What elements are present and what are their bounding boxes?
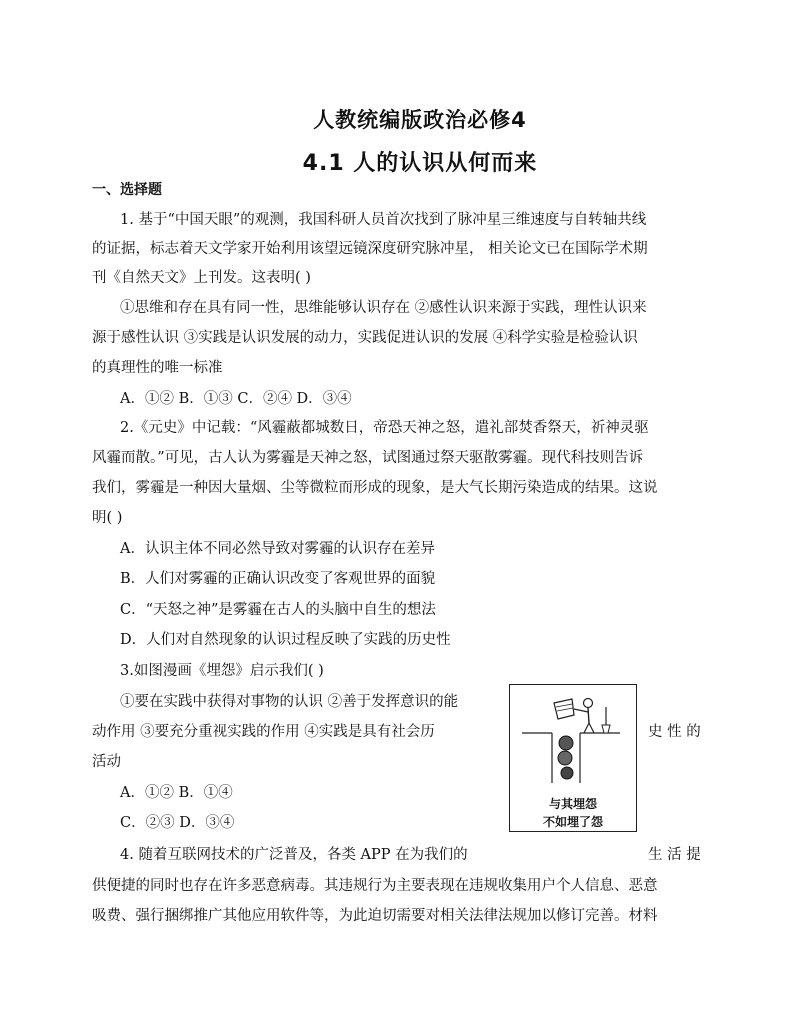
q3-statements-line-1: ①要在实践中获得对事物的认识 ②善于发挥意识的能 bbox=[120, 694, 459, 710]
lesson-title: 4.1 人的认识从何而来 bbox=[302, 151, 538, 176]
q1-statements-line-3: 的真理性的唯一标准 bbox=[92, 360, 223, 376]
q2-stem-line-1: 2.《元史》中记载：“风霾蔽都城数日，帝恐天神之怒，遣礼部焚香祭天，祈神灵驱 bbox=[120, 420, 649, 436]
q3-statements-line-2-right: 史 性 的 bbox=[648, 724, 701, 740]
q1-stem-line-1: 1. 基于“中国天眼”的观测，我国科研人员首次找到了脉冲星三维速度与自转轴共线 bbox=[120, 212, 647, 228]
q2-option-d: D．人们对自然现象的认识过程反映了实践的历史性 bbox=[120, 632, 451, 648]
cartoon-illustration bbox=[509, 684, 637, 832]
q1-stem-line-2: 的证据，标志着天文学家开始利用该望远镜深度研究脉冲星， 相关论文已在国际学术期 bbox=[92, 241, 648, 257]
q4-stem-line-1: 4. 随着互联网技术的广泛普及，各类 APP 在为我们的 bbox=[120, 847, 468, 863]
q3-stem: 3.如图漫画《埋怨》启示我们( ) bbox=[120, 663, 324, 679]
cartoon-drawing bbox=[510, 685, 635, 785]
q2-option-c: C．“天怒之神”是雾霾在古人的头脑中自生的想法 bbox=[120, 602, 436, 618]
q2-stem-line-3: 我们，雾霾是一种因大量烟、尘等微粒而形成的现象，是大气长期污染造成的结果。这说 bbox=[92, 480, 658, 496]
q1-options: A．①② B．①③ C．②④ D．③④ bbox=[120, 391, 352, 407]
q3-statements-line-3: 活动 bbox=[92, 754, 121, 770]
q3-statements-line-2: 动作用 ③要充分重视实践的作用 ④实践是具有社会历 bbox=[92, 724, 435, 740]
document-title: 人教统编版政治必修4 bbox=[313, 108, 527, 132]
section-heading: 一、选择题 bbox=[92, 182, 162, 198]
q2-option-a: A．认识主体不同必然导致对雾霾的认识存在差异 bbox=[120, 541, 435, 557]
q2-stem-line-2: 风霾而散。”可见，古人认为雾霾是天神之怒，试图通过祭天驱散雾霾。现代科技则告诉 bbox=[92, 450, 644, 466]
q1-statements-line-1: ①思维和存在具有同一性，思维能够认识存在 ②感性认识来源于实践，理性认识来 bbox=[120, 300, 647, 316]
q3-options-row-2: C．②③ D．③④ bbox=[120, 815, 235, 831]
cartoon-caption-line-1: 与其埋怨 bbox=[548, 797, 597, 811]
q3-options-row-1: A．①② B．①④ bbox=[120, 785, 233, 801]
q4-stem-line-3: 吸费、强行捆绑推广其他应用软件等，为此迫切需要对相关法律法规加以修订完善。材料 bbox=[92, 908, 658, 924]
q4-stem-line-1-right: 生 活 提 bbox=[648, 847, 701, 863]
q4-stem-line-2: 供便捷的同时也存在许多恶意病毒。其违规行为主要表现在违规收集用户个人信息、恶意 bbox=[92, 878, 658, 894]
q2-stem-line-4: 明( ) bbox=[92, 510, 123, 526]
q1-stem-line-3: 刊《自然天文》上刊发。这表明( ) bbox=[92, 270, 311, 286]
q2-option-b: B．人们对雾霾的正确认识改变了客观世界的面貌 bbox=[120, 571, 436, 587]
q1-statements-line-2: 源于感性认识 ③实践是认识发展的动力，实践促进认识的发展 ④科学实验是检验认识 bbox=[92, 330, 638, 346]
cartoon-caption-line-2: 不如埋了怨 bbox=[542, 815, 603, 829]
